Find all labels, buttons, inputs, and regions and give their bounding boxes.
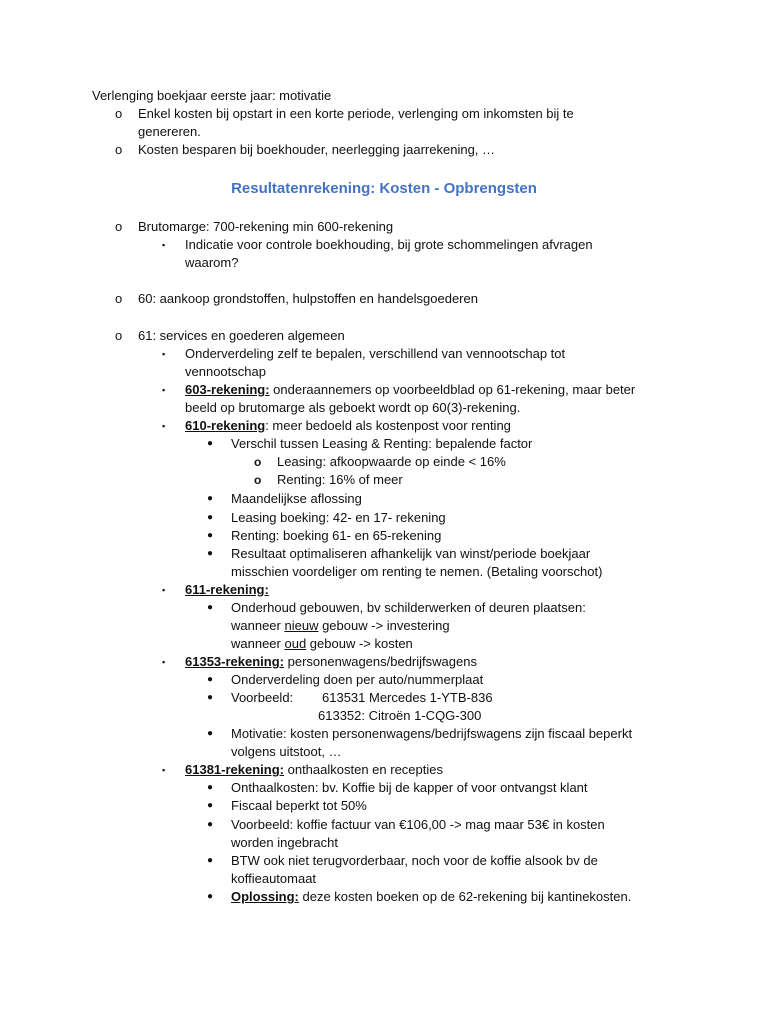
account-label-61353: 61353-rekening: bbox=[185, 654, 284, 669]
item-61353-b-label: Voorbeeld: bbox=[231, 690, 294, 705]
item-611-a2-underlined: nieuw bbox=[284, 618, 319, 633]
item-611-a: Onderhoud gebouwen, bv schilderwerken of deuren plaatsen: bbox=[231, 600, 586, 615]
brutomarge-sub-cont: waarom? bbox=[185, 255, 239, 270]
bullet-marker: ▪ bbox=[162, 349, 166, 359]
bullet-marker: o bbox=[115, 291, 123, 306]
item-61353-b-2: 613352: Citroën 1-CQG-300 bbox=[318, 708, 482, 723]
item-61-sub-1-cont: vennootschap bbox=[185, 364, 266, 379]
intro-item-1: Enkel kosten bij opstart in een korte periode, verlenging om inkomsten bij te bbox=[138, 106, 574, 121]
item-61353-c: Motivatie: kosten personenwagens/bedrijfswagens zijn fiscaal beperkt bbox=[231, 726, 633, 741]
intro-title: Verlenging boekjaar eerste jaar: motivatie bbox=[92, 88, 332, 103]
item-610-text: : meer bedoeld als kostenpost voor renting bbox=[265, 418, 511, 433]
bullet-marker: ● bbox=[207, 692, 214, 703]
bullet-marker: o bbox=[115, 142, 123, 157]
bullet-marker: ▪ bbox=[162, 421, 166, 431]
item-61-title: 61: services en goederen algemeen bbox=[138, 328, 345, 343]
bullet-marker: ● bbox=[207, 530, 214, 541]
bullet-marker: ● bbox=[207, 438, 214, 449]
account-label-61381: 61381-rekening: bbox=[185, 762, 284, 777]
bullet-marker: ● bbox=[207, 512, 214, 523]
bullet-marker: ● bbox=[207, 855, 214, 866]
item-610 bbox=[185, 417, 511, 435]
bullet-marker: o bbox=[115, 328, 123, 343]
account-label-611: 611-rekening: bbox=[185, 582, 269, 597]
item-61381-c-cont: worden ingebracht bbox=[231, 835, 338, 850]
bullet-marker: ● bbox=[207, 800, 214, 811]
bullet-marker: ● bbox=[207, 548, 214, 559]
account-label-610: 610-rekening bbox=[185, 418, 266, 433]
section-heading: Resultatenrekening: Kosten - Opbrengsten bbox=[231, 180, 537, 197]
item-610-c: Leasing boeking: 42- en 17- rekening bbox=[231, 510, 446, 525]
item-61-sub-1: Onderverdeling zelf te bepalen, verschillend van vennootschap tot bbox=[185, 346, 566, 361]
bullet-marker: o bbox=[254, 455, 262, 469]
item-603-text: onderaannemers op voorbeeldblad op 61-rekening, maar beter bbox=[269, 382, 636, 397]
brutomarge-item: Brutomarge: 700-rekening min 600-rekening bbox=[138, 219, 394, 234]
bullet-marker: ● bbox=[207, 782, 214, 793]
bullet-marker: ▪ bbox=[162, 240, 166, 250]
item-61353-text: personenwagens/bedrijfswagens bbox=[284, 654, 477, 669]
bullet-marker: o bbox=[115, 106, 123, 121]
bullet-marker: ▪ bbox=[162, 585, 166, 595]
item-611-a2 bbox=[231, 617, 450, 635]
bullet-marker: ▪ bbox=[162, 657, 166, 667]
item-611-a3-post: gebouw -> kosten bbox=[306, 636, 413, 651]
item-61381-e-text: deze kosten boeken op de 62-rekening bij kantinekosten. bbox=[298, 889, 632, 904]
bullet-marker: ▪ bbox=[162, 765, 166, 775]
intro-item-1-cont: genereren. bbox=[138, 124, 201, 139]
bullet-marker: ▪ bbox=[162, 385, 166, 395]
item-61381-d: BTW ook niet terugvorderbaar, noch voor de koffie alsook bv de bbox=[231, 853, 598, 868]
bullet-marker: ● bbox=[207, 728, 214, 739]
item-61381-a: Onthaalkosten: bv. Koffie bij de kapper of voor ontvangst klant bbox=[231, 780, 588, 795]
item-610-a2: Renting: 16% of meer bbox=[277, 472, 403, 487]
item-611-a2-post: gebouw -> investering bbox=[318, 618, 450, 633]
bullet-marker: ● bbox=[207, 819, 214, 830]
bullet-marker: ● bbox=[207, 674, 214, 685]
item-61381-c: Voorbeeld: koffie factuur van €106,00 -> mag maar 53€ in kosten bbox=[231, 817, 605, 832]
bullet-marker: o bbox=[115, 219, 123, 234]
item-61353-c-cont: volgens uitstoot, … bbox=[231, 744, 342, 759]
item-610-d: Renting: boeking 61- en 65-rekening bbox=[231, 528, 442, 543]
brutomarge-sub: Indicatie voor controle boekhouding, bij grote schommelingen afvragen bbox=[185, 237, 593, 252]
account-label-603: 603-rekening: bbox=[185, 382, 270, 397]
item-610-a: Verschil tussen Leasing & Renting: bepalende factor bbox=[231, 436, 533, 451]
item-610-e: Resultaat optimaliseren afhankelijk van winst/periode boekjaar bbox=[231, 546, 591, 561]
item-611-a3-pre: wanneer bbox=[231, 636, 285, 651]
item-61353 bbox=[185, 653, 477, 671]
item-61381-e bbox=[231, 888, 631, 906]
item-611-a2-pre: wanneer bbox=[231, 618, 285, 633]
item-611-a3-underlined: oud bbox=[284, 636, 307, 651]
item-610-e-cont: misschien voordeliger om renting te nemen. (Betaling voorschot) bbox=[231, 564, 603, 579]
solution-label: Oplossing: bbox=[231, 889, 299, 904]
item-61353-b-1: 613531 Mercedes 1-YTB-836 bbox=[322, 690, 493, 705]
item-61381-text: onthaalkosten en recepties bbox=[284, 762, 443, 777]
bullet-marker: ● bbox=[207, 891, 214, 902]
item-611-a3 bbox=[231, 635, 413, 653]
bullet-marker: ● bbox=[207, 493, 214, 504]
item-603 bbox=[185, 381, 635, 399]
item-60: 60: aankoop grondstoffen, hulpstoffen en handelsgoederen bbox=[138, 291, 478, 306]
intro-item-2: Kosten besparen bij boekhouder, neerlegging jaarrekening, … bbox=[138, 142, 496, 157]
item-61353-a: Onderverdeling doen per auto/nummerplaat bbox=[231, 672, 484, 687]
item-610-a1: Leasing: afkoopwaarde op einde < 16% bbox=[277, 454, 506, 469]
item-61381-d-cont: koffieautomaat bbox=[231, 871, 317, 886]
item-61381 bbox=[185, 761, 443, 779]
item-603-cont: beeld op brutomarge als geboekt wordt op 60(3)-rekening. bbox=[185, 400, 521, 415]
item-61381-b: Fiscaal beperkt tot 50% bbox=[231, 798, 367, 813]
bullet-marker: o bbox=[254, 473, 262, 487]
bullet-marker: ● bbox=[207, 602, 214, 613]
item-610-b: Maandelijkse aflossing bbox=[231, 491, 362, 506]
